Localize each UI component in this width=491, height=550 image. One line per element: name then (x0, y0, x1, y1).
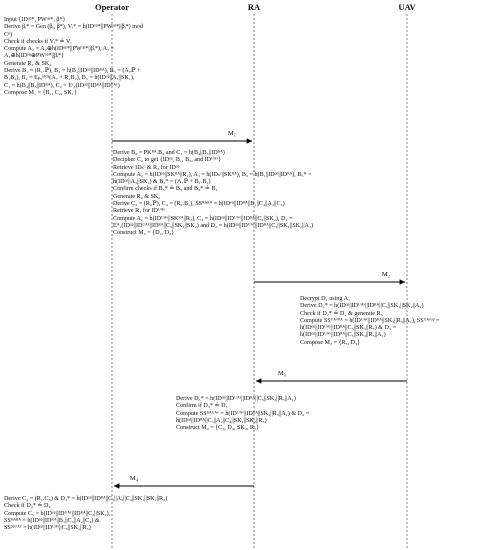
step-line: Derive C₃ = (R₄ℙ), C₄ = (R₄.B₁), SSᴿᴬᴿᴬ = h(IDᵒᵖ||IDᴿᴬ||B₁||C₃||A₂||C₄) (113, 201, 285, 208)
step-line: Derive βᵢ* = Gen (βᵢ, β*), Vᵢ* = h(IDᵒᵖ*||PWᵒᵖ*||βᵢ*) mod (4, 24, 144, 31)
step-line: h(IDᵒᵖ||IDᵁᴬᵛ||IDᴿᴬ||C₅||SK₁||R₅) & D₃ = (300, 325, 397, 332)
message-label-m1: M₁ (227, 130, 237, 137)
step-line: h(IDᵒᵖ||IDᴿᴬ||C₃||A₂||C₄||SK₁||SK₂||R₅) (176, 417, 267, 424)
step-line: Decipher C₂ to get {IDᵒᵖ, B₁, B₅, and IDᵁᴬᵛ} (113, 157, 222, 164)
step-line: C₁ = h(B₄||B₃||IDᴿᴬ), C₂ = Eᶜ₁(IDᵒᵖ||IDᴿᴬ||IDᵁᴬᵛ) (4, 82, 120, 89)
step-line: Eᴬ₁(IDᵒᵖ||IDᵁᴬᵛ||IDᴿᴬ||C₅||SK₁||SK₂) and D₂ = h(IDᵒᵖ||IDᵁᴬᵛ||IDᴿᴬ||C₅||SK₁||SK₂||A₁) (113, 222, 314, 229)
step-line: Derive D₂* = h(IDᵒᵖ||IDᵁᴬᵛ||IDᴿᴬ||C₅||SK₁||SK₂||A₁) (300, 303, 424, 310)
step-line: Compute A₁ = h(IDᵁᴬᵛ||SKᴿᴬ||R₃), C₅ = h(IDᵒᵖ||IDᵁᴬᵛ||IDᴿᴬ||C₃||SK₂), D₁ = (113, 215, 293, 222)
ra-verification-steps (113, 150, 405, 238)
step-line: Decrypt D₁ using A₁ (300, 296, 351, 302)
step-line: Confirm checks if B₅* ≟ B₅ and B₃* ≟ B₃ (113, 186, 218, 193)
step-line: Generate R₄ & SK₂ (113, 193, 161, 200)
message-label-m3: M₃ (277, 370, 287, 377)
step-line: SSᴿᴬᴿᴬ = h(IDᵒᵖ||IDᴿᴬ||B₁||C₃||A₂||C₄) & (4, 517, 100, 524)
step-line: Cᵖ) (4, 31, 12, 38)
step-line: Input {IDᵒᵖ*, PWᵒᵖ*, β*} (4, 17, 66, 23)
step-line: Construct M₄ = {C₃, D₄, SK₂, R₅} (176, 425, 260, 432)
step-line: Check if D₂* ≟ D₂ & generate R₅ (300, 310, 383, 317)
step-line: h(IDᵒᵖ||IDᵁᴬᵛ||IDᴿᴬ||C₅||SK₂||R₅||A₁) (300, 332, 386, 339)
step-line: Derive B₄ = PKᴿᴬ.B₃ and C₁ = h(B₄||B₃||IDᴿᴬ) (113, 150, 225, 156)
uav-response-steps (300, 296, 488, 347)
step-line: Compose M₃ = {R₅, D₃} (300, 339, 361, 346)
step-line: Compute SSᵁᴬᵛᴿᴬ = h(IDᵁᴬᵛ||IDᴿᴬ||SK₂||R₅||A₁), SSᵁᴬᵛᵒᵖ = (300, 317, 440, 324)
step-line: SSᵒᵖᵁᴬᵛ = h(IDᵒᵖ||IDᵁᴬᵛ||C₅||SK₁||R₅) (4, 525, 91, 532)
step-line: Compute C₅ = h(IDᵒᵖ||IDᵁᴬᵛ||IDᴿᴬ||C₃||SK₂), (4, 510, 111, 517)
step-line: Retrieve R₃ for IDᵁᴬᵛ (113, 208, 166, 215)
step-line: Compute A₂ = h(IDᵒᵖ||SKᴿᴬ||R₂), A₃ = h(IDₛᶜ||SKᴿᴬ), B₂ = h(B₁||IDᵒᵖ||IDᴿᴬ), B₅* = (113, 171, 312, 178)
step-line: Confirm if D₃* ≟ D₃ (176, 403, 228, 410)
header-operator: Operator (95, 2, 129, 12)
step-line: Derive C₄ = (R₁.C₃) & D₄* = h(IDᵒᵖ||IDᴿᴬ||C₃||A₂||C₄||SK₁||SK₂||R₅) (4, 496, 168, 502)
step-line: B₁B₂), B₄ = Eₚᵤᵏᴿᴬ(A₇ + R₁B₂), B₅ = h(IDᵒᵖ||A₃||SK₁), (4, 75, 135, 82)
header-ra: RA (247, 2, 261, 12)
step-line: Check if D₄* ≟ D₄ (4, 503, 51, 510)
step-line: Compute A₂ = A₂⊕h(IDᵒᵖ*||PWᵒᵖ*||βᵢ*), A₃ = (4, 46, 115, 53)
step-line: Derive D₃* = h(IDᵒᵖ||IDᵁᴬᵛ||IDᴿᴬ||C₅||SK₂||R₅||A₁) (176, 396, 296, 402)
step-line: h(IDᵒᵖ||A₃||SK₁) & B₃* = (A₇ℙ + B₁.B₂) (113, 179, 211, 186)
step-line: Check if checks if Vᵢ* ≟ Vᵢ (4, 38, 72, 45)
operator-session-steps (4, 496, 254, 532)
step-line: Generate R₁ & SK₁ (4, 60, 52, 67)
step-line: Compose M₁ = {B₁, C₂, SK₁} (4, 89, 77, 96)
header-uav: UAV (398, 2, 416, 12)
step-line: A₃⊕h(IDᵒᵖ⊕PWᵒᵖ*||βᵢ*) (4, 53, 64, 60)
operator-login-steps (4, 17, 252, 97)
message-label-m2: M₂ (381, 271, 391, 278)
step-line: Construct M₂ = {D₁, D₂} (113, 230, 175, 237)
step-line: Compute SSᴿᴬᵁᴬᵛ = h(IDᵁᴬᵛ||IDᴿᴬ||SK₂||R₅||A₁) & D₄ = (176, 410, 310, 417)
step-line: Retrieve IDₛᶜ & R₂ for IDᵒᵖ (113, 164, 180, 171)
ra-confirmation-steps (176, 396, 404, 432)
step-line: Derive B₁ = (R₁.ℙ), B₂ = h(B₁||IDᵒᵖ||IDᴿᴬ), B₃ = (A₇ℙ + (4, 68, 141, 75)
message-label-m4: M₄ (129, 475, 139, 482)
